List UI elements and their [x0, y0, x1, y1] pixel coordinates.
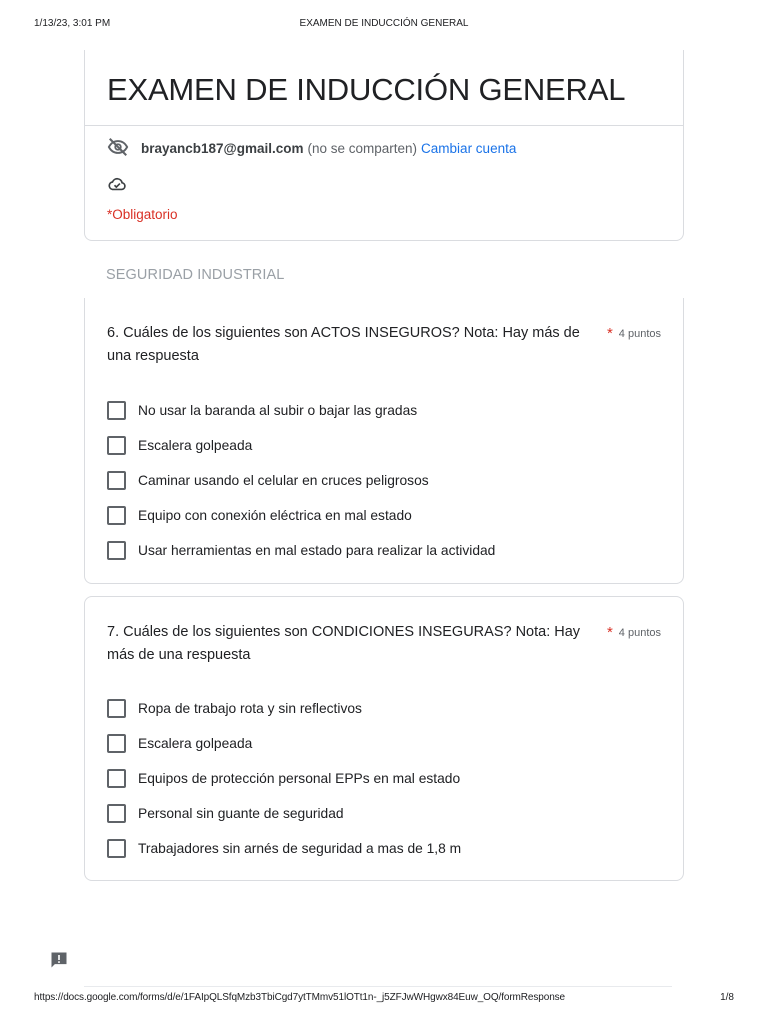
checkbox-option[interactable] [107, 726, 461, 761]
cloud-saved-status [107, 174, 127, 199]
checkbox-option[interactable] [107, 761, 461, 796]
checkbox[interactable] [107, 506, 126, 525]
section-title: SEGURIDAD INDUSTRIAL [106, 267, 285, 283]
feedback-icon[interactable] [49, 950, 69, 970]
checkbox-option[interactable] [107, 533, 495, 568]
form-title: EXAMEN DE INDUCCIÓN GENERAL [107, 72, 626, 107]
checkbox[interactable] [107, 769, 126, 788]
option-label: Personal sin guante de seguridad [138, 806, 344, 821]
checkbox-option[interactable] [107, 463, 495, 498]
question-points [607, 325, 661, 342]
privacy-note: (no se comparten) [307, 141, 418, 156]
checkbox-group [107, 393, 495, 568]
checkbox-option[interactable] [107, 498, 495, 533]
points-label: 4 puntos [618, 328, 661, 340]
checkbox[interactable] [107, 401, 126, 420]
checkbox-option[interactable] [107, 691, 461, 726]
account-row [107, 136, 516, 161]
checkbox-option[interactable] [107, 831, 461, 866]
option-label: Equipos de protección personal EPPs en mal estado [138, 771, 461, 786]
checkbox[interactable] [107, 804, 126, 823]
question-points [607, 624, 661, 641]
checkbox[interactable] [107, 471, 126, 490]
checkbox[interactable] [107, 541, 126, 560]
option-label: Equipo con conexión eléctrica en mal estado [138, 508, 412, 523]
option-label: No usar la baranda al subir o bajar las gradas [138, 403, 418, 418]
required-asterisk: * [606, 624, 613, 641]
option-label: Trabajadores sin arnés de seguridad a mas de 1,8 m [138, 841, 462, 856]
checkbox-option[interactable] [107, 428, 495, 463]
checkbox[interactable] [107, 734, 126, 753]
print-url: https://docs.google.com/forms/d/e/1FAIpQLSfqMzb3TbiCgd7ytTMmv51lOTt1n-_j5ZFJwWHgwx84Euw_OQ/formResponse [34, 992, 566, 1003]
checkbox-group [107, 691, 461, 866]
question-text: 6. Cuáles de los siguientes son ACTOS INSEGUROS? Nota: Hay más de una respuesta [107, 325, 580, 364]
option-label: Caminar usando el celular en cruces peligrosos [138, 473, 429, 488]
eye-off-icon [107, 136, 129, 161]
checkbox[interactable] [107, 436, 126, 455]
checkbox-option[interactable] [107, 393, 495, 428]
checkbox-option[interactable] [107, 796, 461, 831]
cloud-check-icon [107, 181, 127, 198]
print-datetime: 1/13/23, 3:01 PM [34, 18, 111, 29]
required-asterisk: * [606, 325, 613, 342]
option-label: Ropa de trabajo rota y sin reflectivos [138, 701, 362, 716]
question-card-7 [84, 596, 684, 881]
points-label: 4 puntos [618, 627, 661, 639]
question-text: 7. Cuáles de los siguientes son CONDICIONES INSEGURAS? Nota: Hay más de una respuesta [107, 624, 581, 663]
footer-divider [84, 986, 672, 987]
form-header-card [84, 50, 684, 241]
checkbox[interactable] [107, 839, 126, 858]
print-title: EXAMEN DE INDUCCIÓN GENERAL [299, 18, 469, 29]
switch-account-link[interactable]: Cambiar cuenta [421, 141, 517, 156]
title-divider [85, 125, 683, 126]
required-note: *Obligatorio [107, 207, 178, 222]
option-label: Escalera golpeada [138, 736, 253, 751]
checkbox[interactable] [107, 699, 126, 718]
question-card-6 [84, 298, 684, 584]
account-email: brayancb187@gmail.com [141, 141, 304, 156]
print-page-number: 1/8 [720, 992, 734, 1003]
option-label: Escalera golpeada [138, 438, 253, 453]
option-label: Usar herramientas en mal estado para realizar la actividad [138, 543, 496, 558]
